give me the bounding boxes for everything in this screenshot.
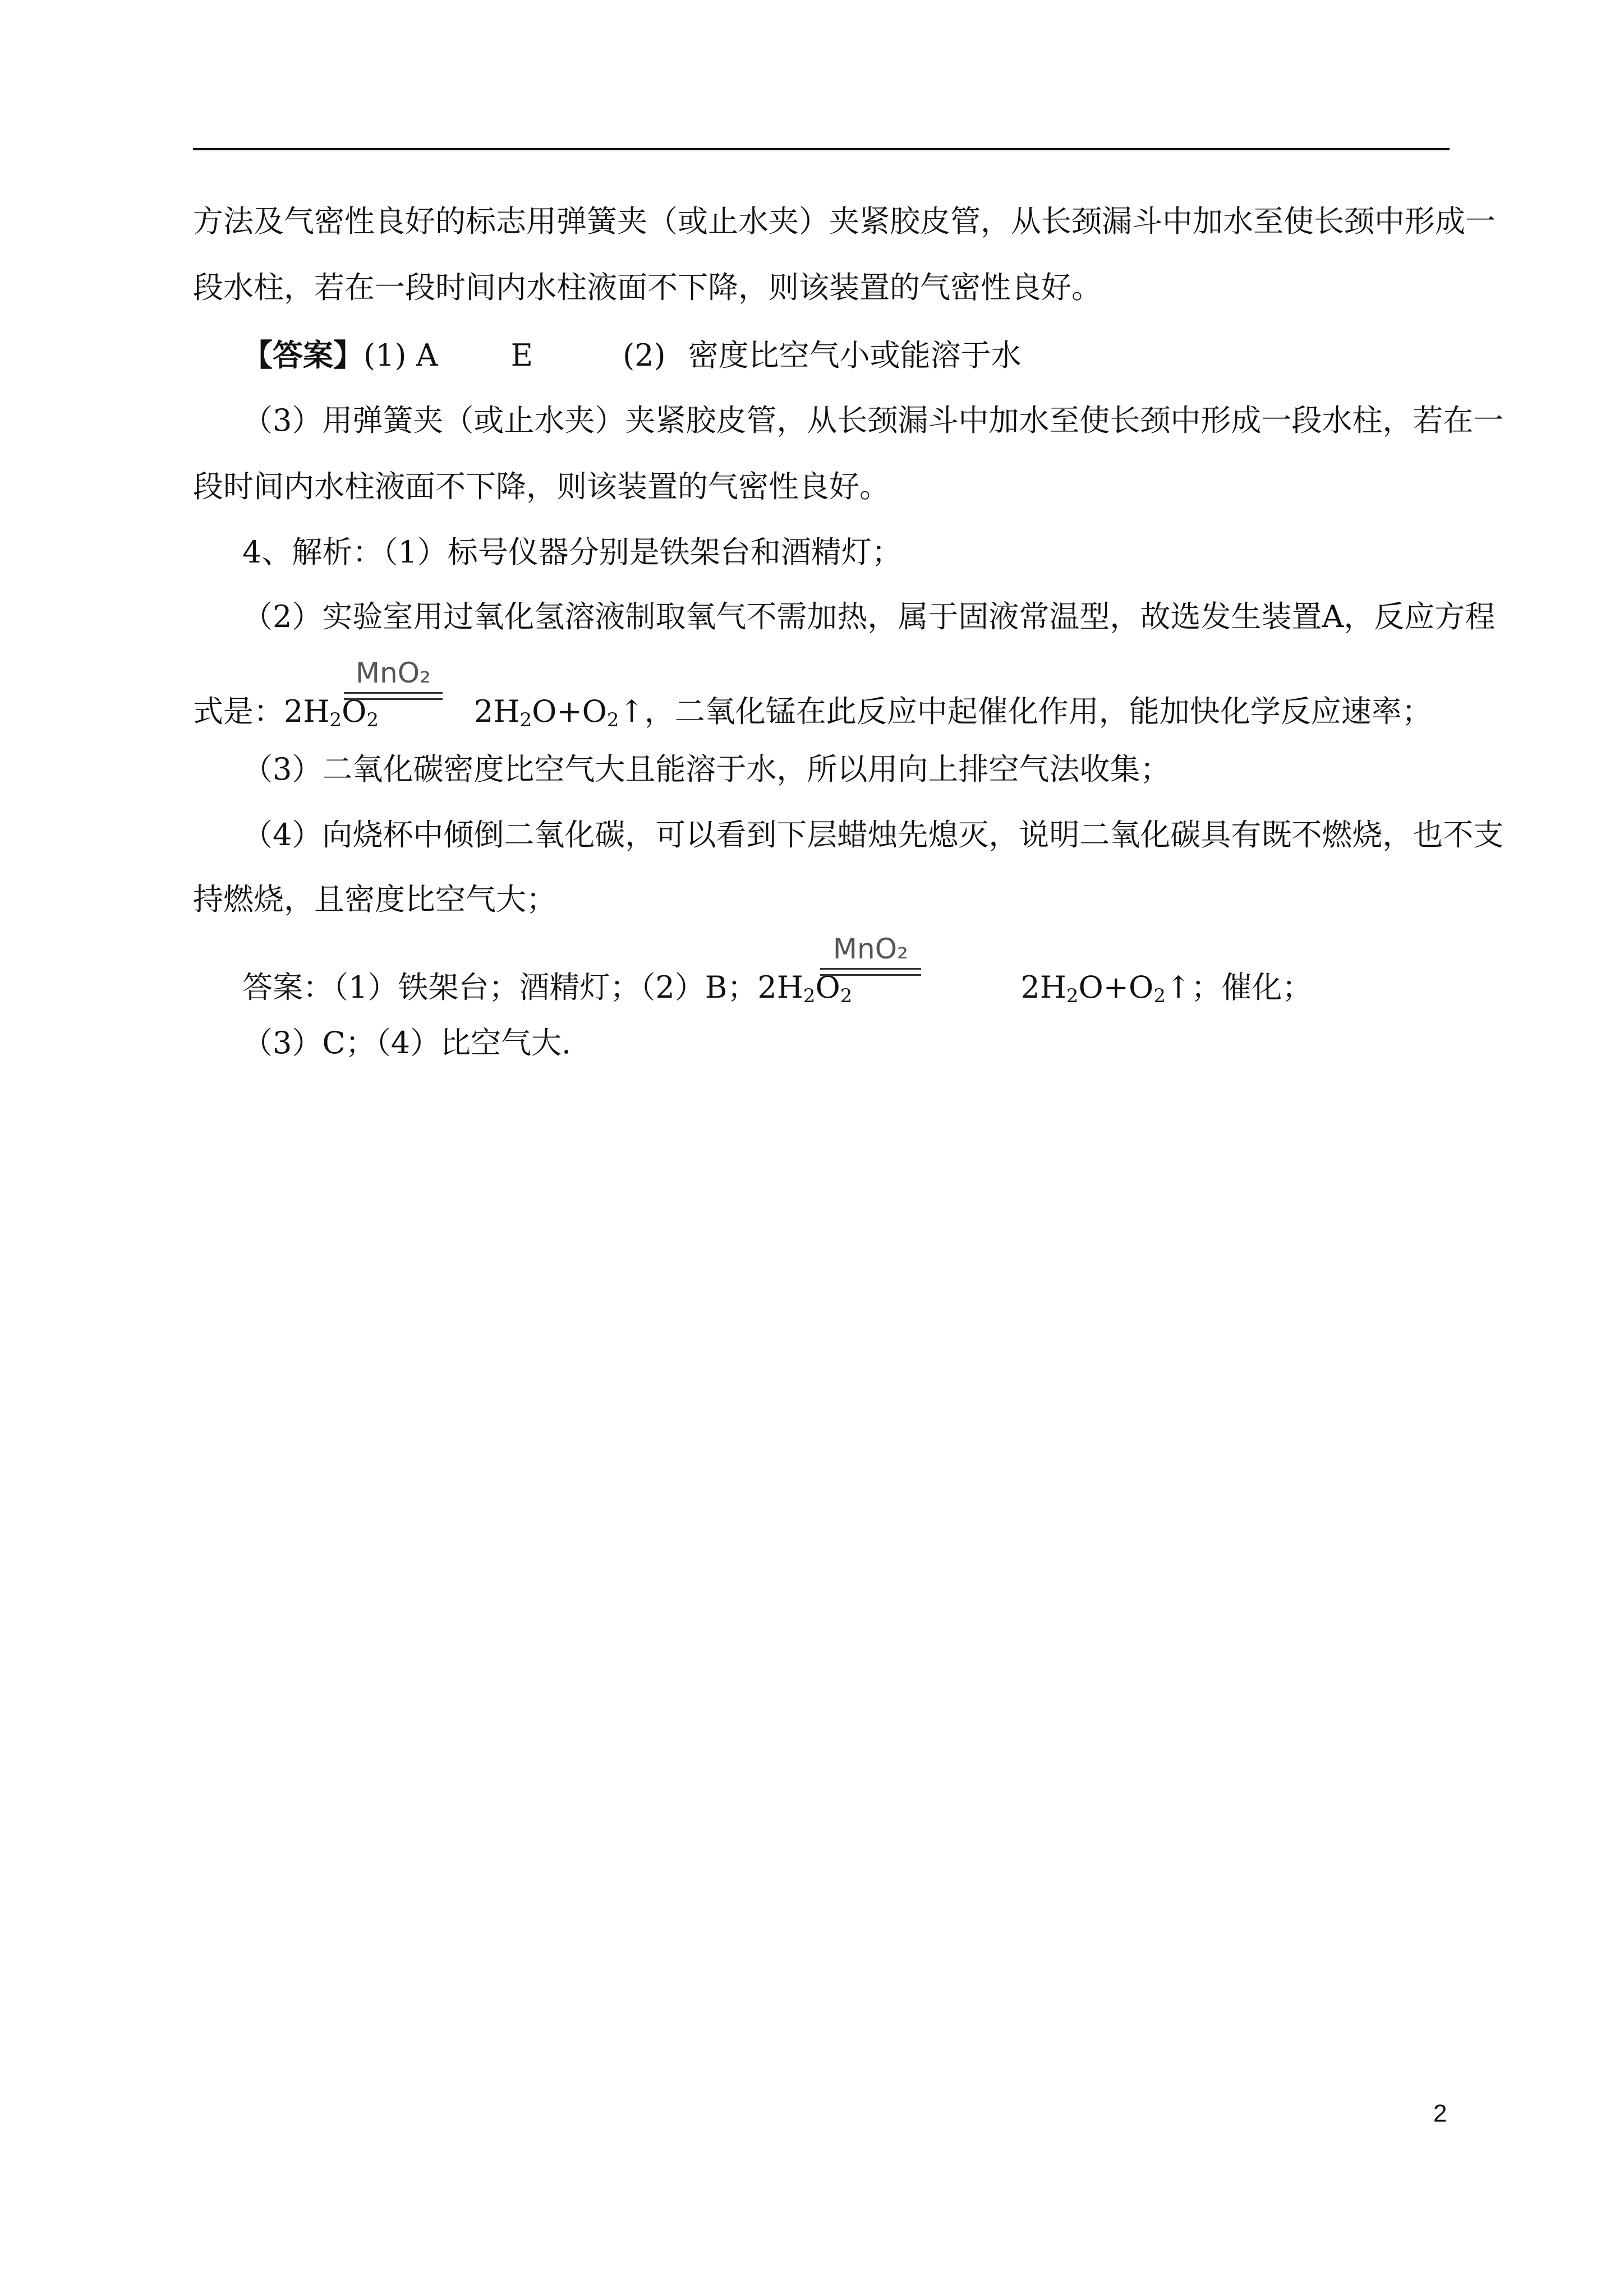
- analysis-line-1: 4、解析：（1）标号仪器分别是铁架台和酒精灯；: [242, 534, 902, 570]
- equation-prefix: 式是：: [193, 694, 284, 729]
- reactant-1: $2H_2O_2$: [284, 694, 379, 731]
- page-number: 2: [1433, 2100, 1447, 2127]
- answer-label: 【答案】: [242, 337, 364, 373]
- analysis-line-4: （4）向烧杯中倾倒二氧化碳，可以看到下层蜡烛先熄灭，说明二氧化碳具有既不燃烧，也不支: [242, 817, 1504, 852]
- equals-bar-bottom: [820, 974, 921, 976]
- paragraph-line-2: 段水柱，若在一段时间内水柱液面不下降，则该装置的气密性良好。: [193, 270, 1102, 305]
- final-answer-line-2: （3）C；（4）比空气大.: [242, 1025, 572, 1061]
- analysis-line-5: 持燃烧，且密度比空气大；: [193, 882, 556, 917]
- equals-bar-bottom: [344, 698, 443, 700]
- answer-part-2: 密度比空气小或能溶于水: [688, 338, 1022, 373]
- products-1: $2H_2O+O_2↑$: [474, 694, 645, 731]
- products-2: $2H_2O+O_2↑$: [1020, 970, 1191, 1007]
- answer-part-1b: E: [510, 338, 533, 373]
- catalyst-condition-1: [344, 656, 443, 700]
- equals-bar-top: [820, 968, 921, 970]
- analysis-line-3: （3）二氧化碳密度比空气大且能溶于水，所以用向上排空气法收集；: [242, 751, 1171, 787]
- analysis-line-2: （2）实验室用过氧化氢溶液制取氧气不需加热，属于固液常温型，故选发生装置A，反应方程: [242, 599, 1496, 634]
- answer-line-3a: （3）用弹簧夹（或止水夹）夹紧胶皮管，从长颈漏斗中加水至使长颈中形成一段水柱，若在一: [242, 403, 1504, 438]
- paragraph-line-1: 方法及气密性良好的标志用弹簧夹（或止水夹）夹紧胶皮管，从长颈漏斗中加水至使长颈中形成一: [193, 204, 1496, 239]
- catalyst-condition-2: [820, 932, 921, 976]
- reactant-2: $2H_2O_2$: [757, 970, 853, 1007]
- catalyst-label: MnO₂: [832, 933, 909, 965]
- catalyst-label: MnO₂: [355, 657, 431, 689]
- answer-line: [242, 335, 1022, 375]
- final-answer-suffix: ；催化；: [1191, 970, 1313, 1005]
- final-answer-prefix: 答案：（1）铁架台；酒精灯；（2）B；: [242, 970, 758, 1005]
- equation-suffix: ，二氧化锰在此反应中起催化作用，能加快化学反应速率；: [644, 694, 1432, 729]
- header-rule: [193, 148, 1450, 150]
- final-answer-line-1: [242, 968, 1312, 1016]
- answer-part-2-num: (2): [623, 338, 666, 373]
- answer-line-3b: 段时间内水柱液面不下降，则该装置的气密性良好。: [193, 469, 890, 504]
- equals-bar-top: [344, 692, 443, 694]
- answer-part-1: (1) A: [364, 338, 438, 373]
